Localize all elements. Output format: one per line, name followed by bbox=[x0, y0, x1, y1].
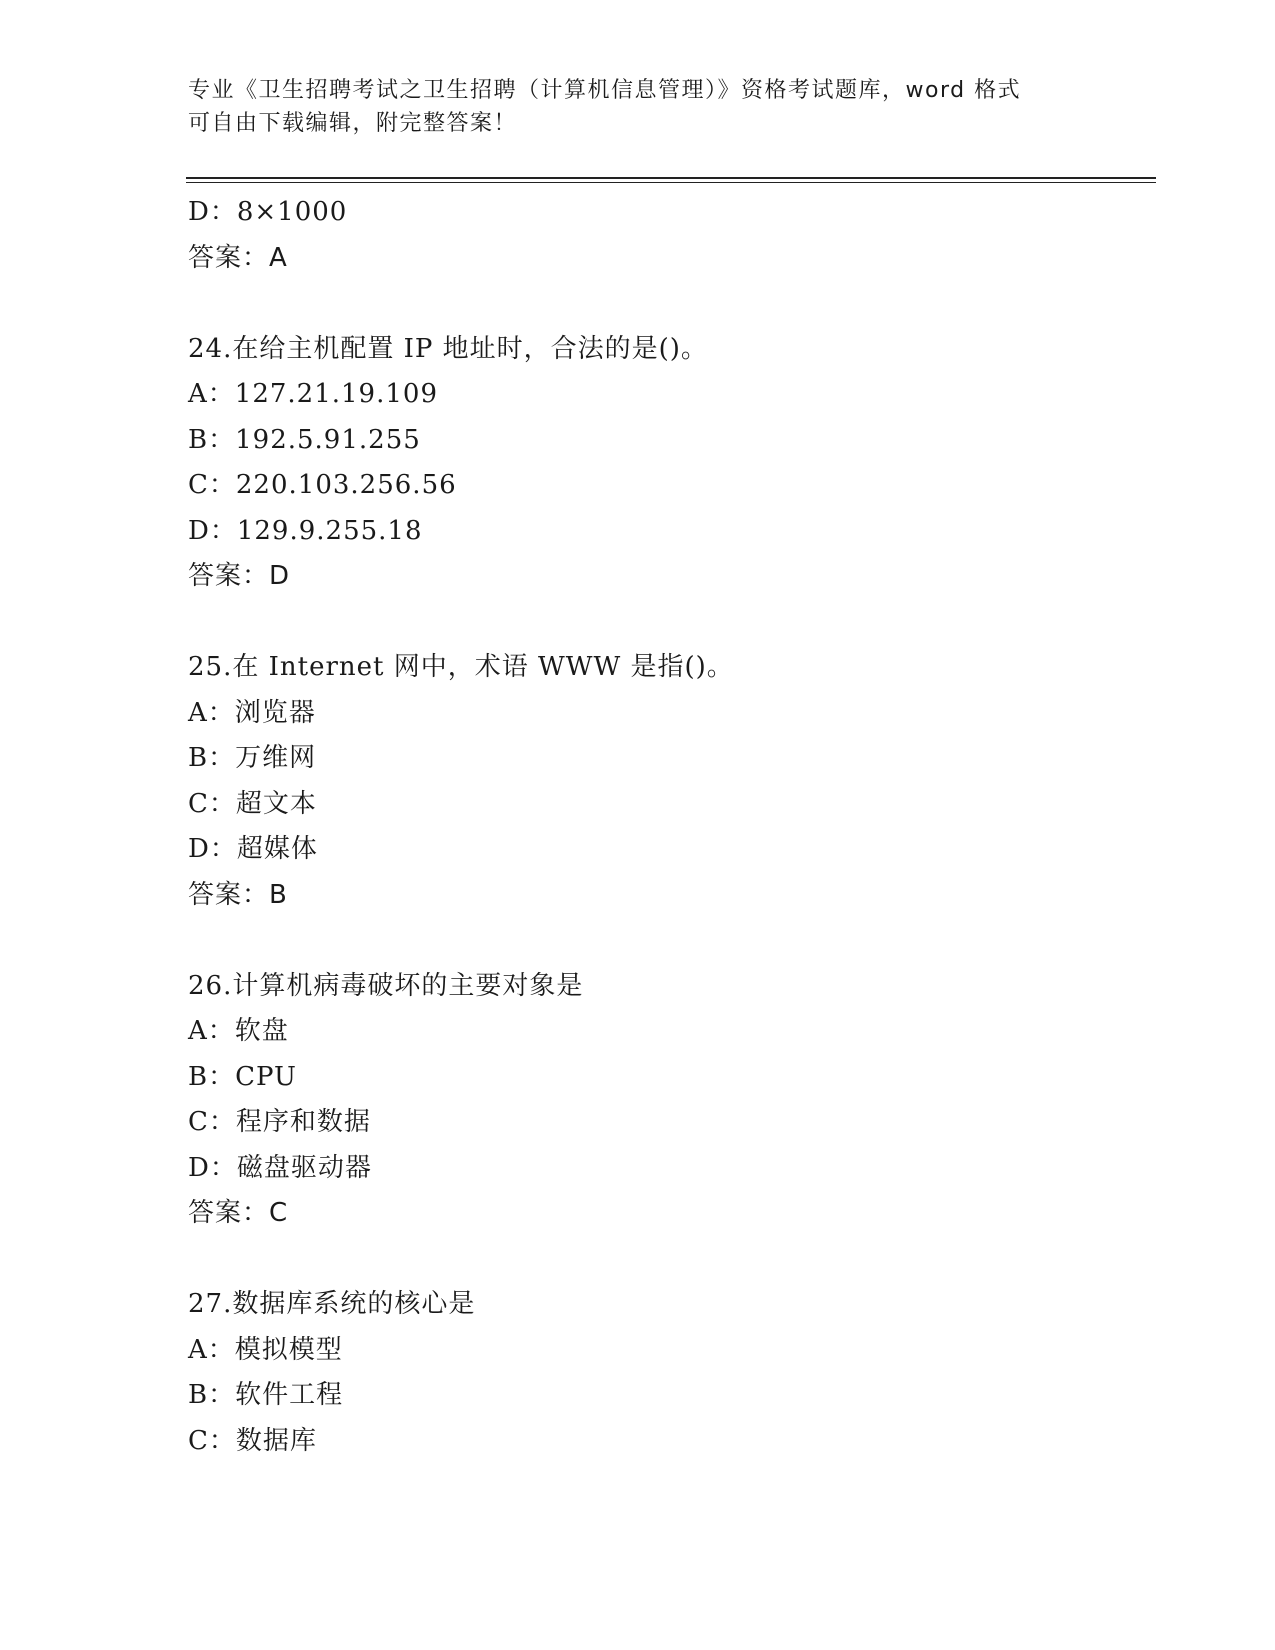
option-a: A：浏览器 bbox=[188, 697, 316, 728]
spacer bbox=[188, 281, 1148, 327]
option-b: B：192.5.91.255 bbox=[188, 424, 421, 455]
option-b: B：软件工程 bbox=[188, 1380, 344, 1410]
header-line-2: 可自由下载编辑，附完整答案！ bbox=[188, 111, 518, 136]
option-d: D：超媒体 bbox=[188, 834, 318, 864]
question-24 bbox=[188, 327, 1148, 600]
option-a: A：127.21.19.109 bbox=[188, 379, 438, 409]
option-d: D：129.9.255.18 bbox=[188, 515, 423, 546]
option-d: D：磁盘驱动器 bbox=[188, 1152, 372, 1183]
question-stem: 26.计算机病毒破坏的主要对象是 bbox=[188, 970, 584, 1001]
option-a: A：软盘 bbox=[188, 1016, 289, 1046]
option-a: A：模拟模型 bbox=[188, 1334, 343, 1365]
header-divider-thick bbox=[186, 177, 1156, 179]
answer: 答案：D bbox=[188, 561, 291, 591]
question-stem: 27.数据库系统的核心是 bbox=[188, 1289, 476, 1319]
answer: 答案：B bbox=[188, 879, 288, 910]
option-c: C：超文本 bbox=[188, 788, 317, 819]
header-line-1: 专业《卫生招聘考试之卫生招聘（计算机信息管理）》资格考试题库，word 格式 bbox=[188, 78, 1022, 103]
spacer bbox=[188, 918, 1148, 964]
question-26 bbox=[188, 964, 1148, 1237]
question-stem: 24.在给主机配置 IP 地址时，合法的是()。 bbox=[188, 333, 708, 364]
option-b: B：万维网 bbox=[188, 743, 317, 773]
option-c: C：220.103.256.56 bbox=[188, 470, 457, 500]
question-25 bbox=[188, 645, 1148, 918]
spacer bbox=[188, 1237, 1148, 1283]
option-b: B：CPU bbox=[188, 1061, 297, 1092]
option-c: C：程序和数据 bbox=[188, 1107, 371, 1137]
header-divider-thin bbox=[186, 182, 1156, 183]
question-27 bbox=[188, 1282, 1148, 1464]
option-c: C：数据库 bbox=[188, 1425, 317, 1456]
carryover-answer: 答案：A bbox=[188, 242, 288, 273]
question-list bbox=[188, 190, 1148, 1464]
question-stem: 25.在 Internet 网中，术语 WWW 是指()。 bbox=[188, 652, 734, 682]
document-header bbox=[188, 74, 1088, 140]
spacer bbox=[188, 600, 1148, 646]
carryover-option-d: D：8×1000 bbox=[188, 197, 348, 227]
answer: 答案：C bbox=[188, 1198, 289, 1228]
